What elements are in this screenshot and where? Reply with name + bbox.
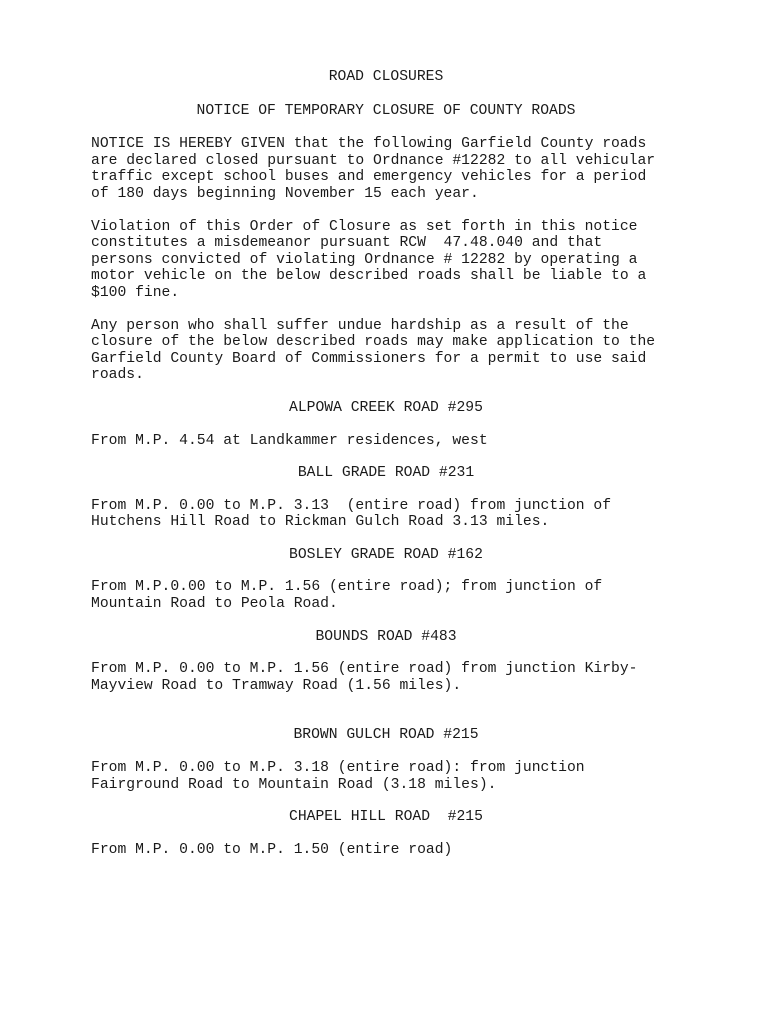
violation-paragraph: Violation of this Order of Closure as set forth in this notice constitutes a misdemeanor pursuant RCW 47.48.040 and that persons convicted of violating Ordnance # 12282 by operating a motor vehicle on the below described roads shall be liable to a $100 fine. bbox=[91, 218, 647, 301]
notice-paragraph: NOTICE IS HEREBY GIVEN that the following Garfield County roads are declared closed pursuant to Ordnance #12282 to all vehicular traffic except school buses and emergency vehicles for a period of 180 days beginning November 15 each year. bbox=[91, 136, 656, 202]
road-heading-bounds: BOUNDS ROAD #483 bbox=[315, 628, 457, 645]
road-heading-chapel-hill: CHAPEL HILL ROAD #215 bbox=[289, 809, 483, 826]
road-heading-alpowa-creek: ALPOWA CREEK ROAD #295 bbox=[289, 399, 483, 416]
document-page bbox=[91, 69, 681, 858]
document-subtitle: NOTICE OF TEMPORARY CLOSURE OF COUNTY ROADS bbox=[196, 102, 576, 119]
road-description-brown-gulch: From M.P. 0.00 to M.P. 3.18 (entire road): from junction Fairground Road to Mountain Road (3.18 miles). bbox=[91, 760, 585, 793]
road-description-alpowa-creek: From M.P. 4.54 at Landkammer residences, west bbox=[91, 432, 488, 449]
road-description-bosley-grade: From M.P.0.00 to M.P. 1.56 (entire road); from junction of Mountain Road to Peola Road. bbox=[91, 579, 603, 613]
road-heading-brown-gulch: BROWN GULCH ROAD #215 bbox=[293, 727, 479, 744]
road-description-chapel-hill: From M.P. 0.00 to M.P. 1.50 (entire road) bbox=[91, 841, 453, 858]
road-heading-ball-grade: BALL GRADE ROAD #231 bbox=[297, 465, 475, 482]
road-description-bounds: From M.P. 0.00 to M.P. 1.56 (entire road) from junction Kirby- Mayview Road to Tramway Road (1.56 miles). bbox=[91, 661, 638, 694]
hardship-paragraph: Any person who shall suffer undue hardship as a result of the closure of the below described roads may make application to the Garfield County Board of Commissioners for a permit to use said roads. bbox=[91, 317, 656, 384]
document-title: ROAD CLOSURES bbox=[328, 69, 444, 85]
road-heading-bosley-grade: BOSLEY GRADE ROAD #162 bbox=[289, 546, 483, 563]
road-description-ball-grade: From M.P. 0.00 to M.P. 3.13 (entire road) from junction of Hutchens Hill Road to Rickman Gulch Road 3.13 miles. bbox=[91, 497, 612, 531]
